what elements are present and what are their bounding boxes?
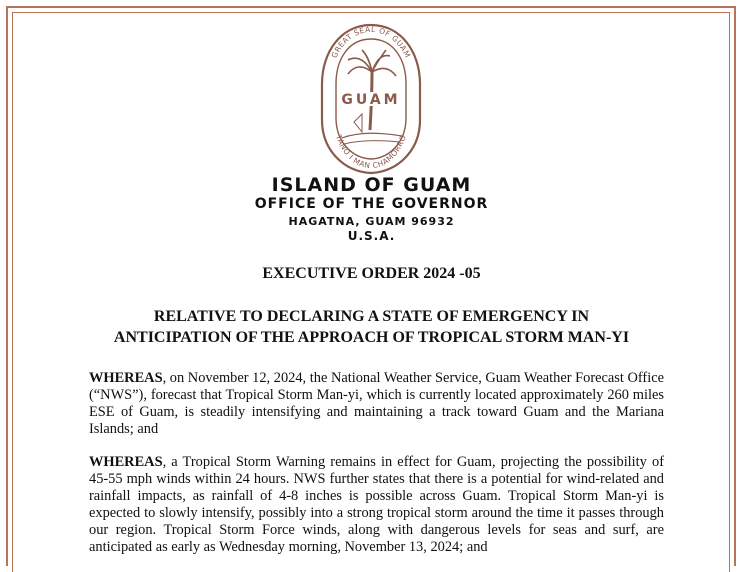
whereas-paragraph xyxy=(89,370,664,438)
header-address: HAGATNA, GUAM 96932 xyxy=(288,215,455,228)
seal-top-text: GREAT SEAL OF GUAM xyxy=(329,24,413,60)
whereas-lead: WHEREAS xyxy=(89,370,163,386)
whereas-lead: WHEREAS xyxy=(89,454,163,470)
header-office: OFFICE OF THE GOVERNOR xyxy=(254,196,489,212)
great-seal-of-guam xyxy=(318,22,424,176)
order-title-line-1: RELATIVE TO DECLARING A STATE OF EMERGENCY IN xyxy=(153,308,590,325)
seal-center-text: GUAM xyxy=(341,92,401,108)
executive-order-number: EXECUTIVE ORDER 2024 -05 xyxy=(262,265,481,282)
seal-bottom-text: TANO I MAN CHAMORRO xyxy=(334,133,409,171)
order-title xyxy=(0,306,743,348)
order-title-line-2: ANTICIPATION OF THE APPROACH OF TROPICAL STORM MAN-YI xyxy=(113,329,630,346)
whereas-text: , on November 12, 2024, the National Weather Service, Guam Weather Forecast Office (“NWS”), forecast that Tropical Storm Man-yi, which is currently located approximately 260 miles ESE of Guam, is steadily intensifying and maintaining a track toward Guam and the Mariana Islands; and xyxy=(89,370,664,437)
svg-text:GREAT SEAL OF GUAM xyxy=(330,25,413,60)
header-island: ISLAND OF GUAM xyxy=(271,174,472,196)
header-country: U.S.A. xyxy=(347,229,396,243)
whereas-paragraph xyxy=(89,454,664,556)
whereas-text: , a Tropical Storm Warning remains in effect for Guam, projecting the possibility of 45-55 mph winds within 24 hours. NWS further states that there is a potential for wind-related and rainfall impacts, as rainfall of 4-8 inches is possible across Guam. Tropical Storm Man-yi is expected to slowly intensify, possibly into a strong tropical storm around the time it passes through our region. Tropical Storm Force winds, along with dangerous levels for seas and surf, are anticipated as early as Wednesday morning, November 13, 2024; and xyxy=(89,454,664,555)
